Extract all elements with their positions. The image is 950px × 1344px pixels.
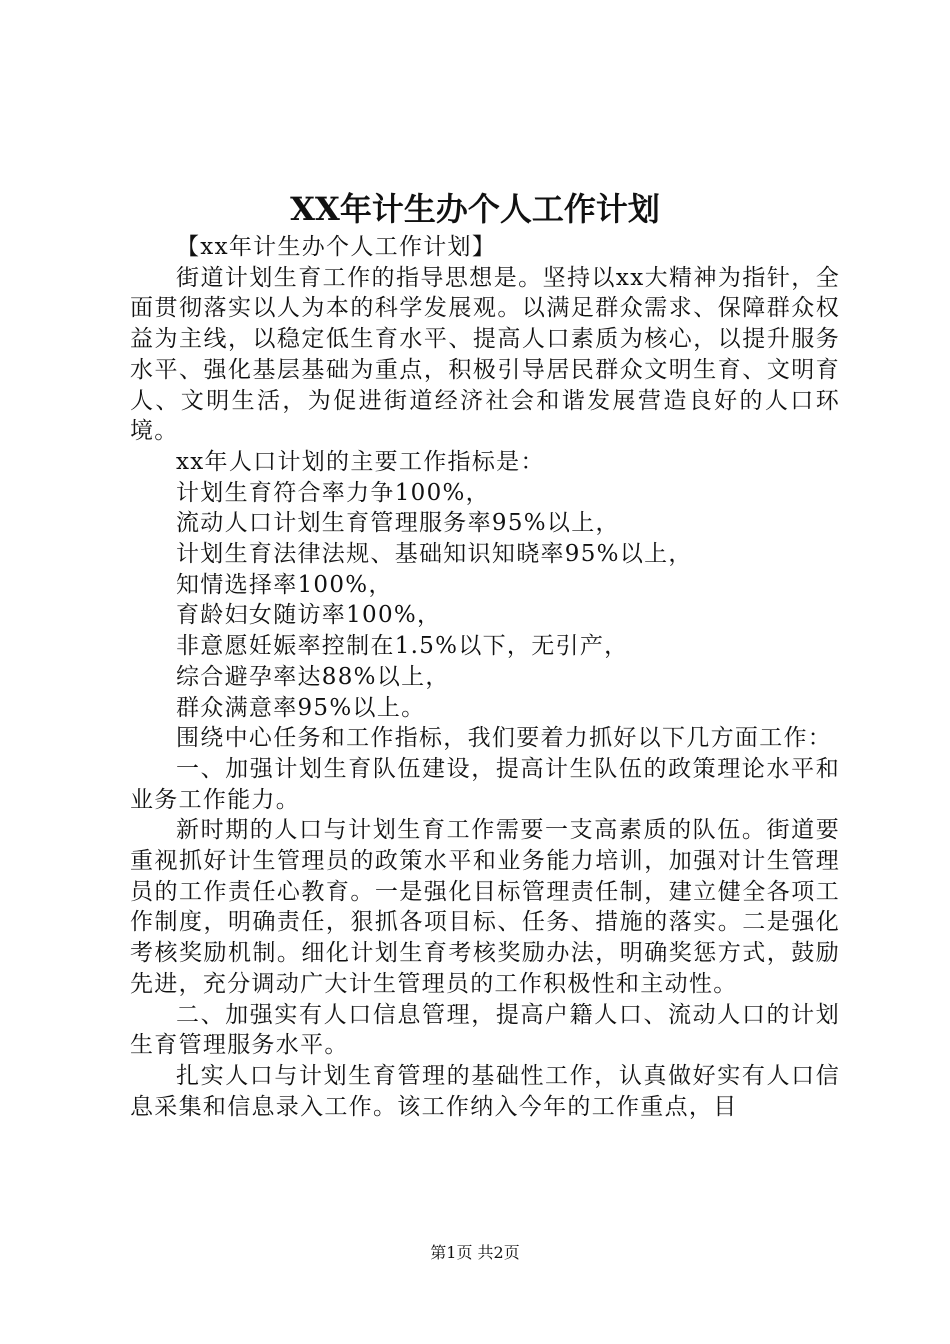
indicator-item: 综合避孕率达88%以上， [176, 663, 450, 690]
paragraph-tasks-intro: 围绕中心任务和工作指标，我们要着力抓好以下几方面工作： [176, 725, 833, 752]
indicator-item: 育龄妇女随访率100%， [176, 602, 442, 629]
indicator-item: 群众满意率95%以上。 [176, 694, 426, 721]
paragraph-subtitle: 【xx年计生办个人工作计划】 [176, 234, 497, 260]
section-heading-2: 二、加强实有人口信息管理，提高户籍人口、流动人口的计划生育管理服务水平。 [130, 1001, 840, 1059]
paragraph-team-building: 新时期的人口与计划生育工作需要一支高素质的队伍。街道要重视抓好计生管理员的政策水平和业务能力培训，加强对计生管理员的工作责任心教育。一是强化目标管理责任制，建立健全各项工作制度，明确责任，狠抓各项目标、任务、措施的落实。二是强化考核奖励机制。细化计划生育考核奖励办法，明确奖惩方式，鼓励先进，充分调动广大计生管理员的工作积极性和主动性。 [130, 817, 840, 997]
indicator-item: 非意愿妊娠率控制在1.5%以下，无引产， [176, 633, 629, 660]
indicator-item: 计划生育符合率力争100%， [176, 479, 490, 506]
page-number-footer: 第1页 共2页 [430, 1243, 520, 1262]
indicator-item: 知情选择率100%， [176, 571, 393, 598]
paragraph-guiding-thought: 街道计划生育工作的指导思想是。坚持以xx大精神为指针，全面贯彻落实以人为本的科学发展观。以满足群众需求、保障群众权益为主线，以稳定低生育水平、提高人口素质为核心，以提升服务水平、强化基层基础为重点，积极引导居民群众文明生育、文明育人、文明生活，为促进街道经济社会和谐发展营造良好的人口环境。 [130, 264, 840, 445]
indicator-item: 流动人口计划生育管理服务率95%以上， [176, 510, 620, 537]
paragraph-indicators-intro: xx年人口计划的主要工作指标是： [176, 448, 545, 475]
paragraph-population-info: 扎实人口与计划生育管理的基础性工作，认真做好实有人口信息采集和信息录入工作。该工作纳入今年的工作重点，目 [130, 1062, 840, 1120]
section-heading-1: 一、加强计划生育队伍建设，提高计生队伍的政策理论水平和业务工作能力。 [130, 755, 840, 813]
document-body [130, 232, 840, 1122]
document-title: XX年计生办个人工作计划 [290, 190, 660, 228]
indicator-item: 计划生育法律法规、基础知识知晓率95%以上， [176, 541, 693, 568]
